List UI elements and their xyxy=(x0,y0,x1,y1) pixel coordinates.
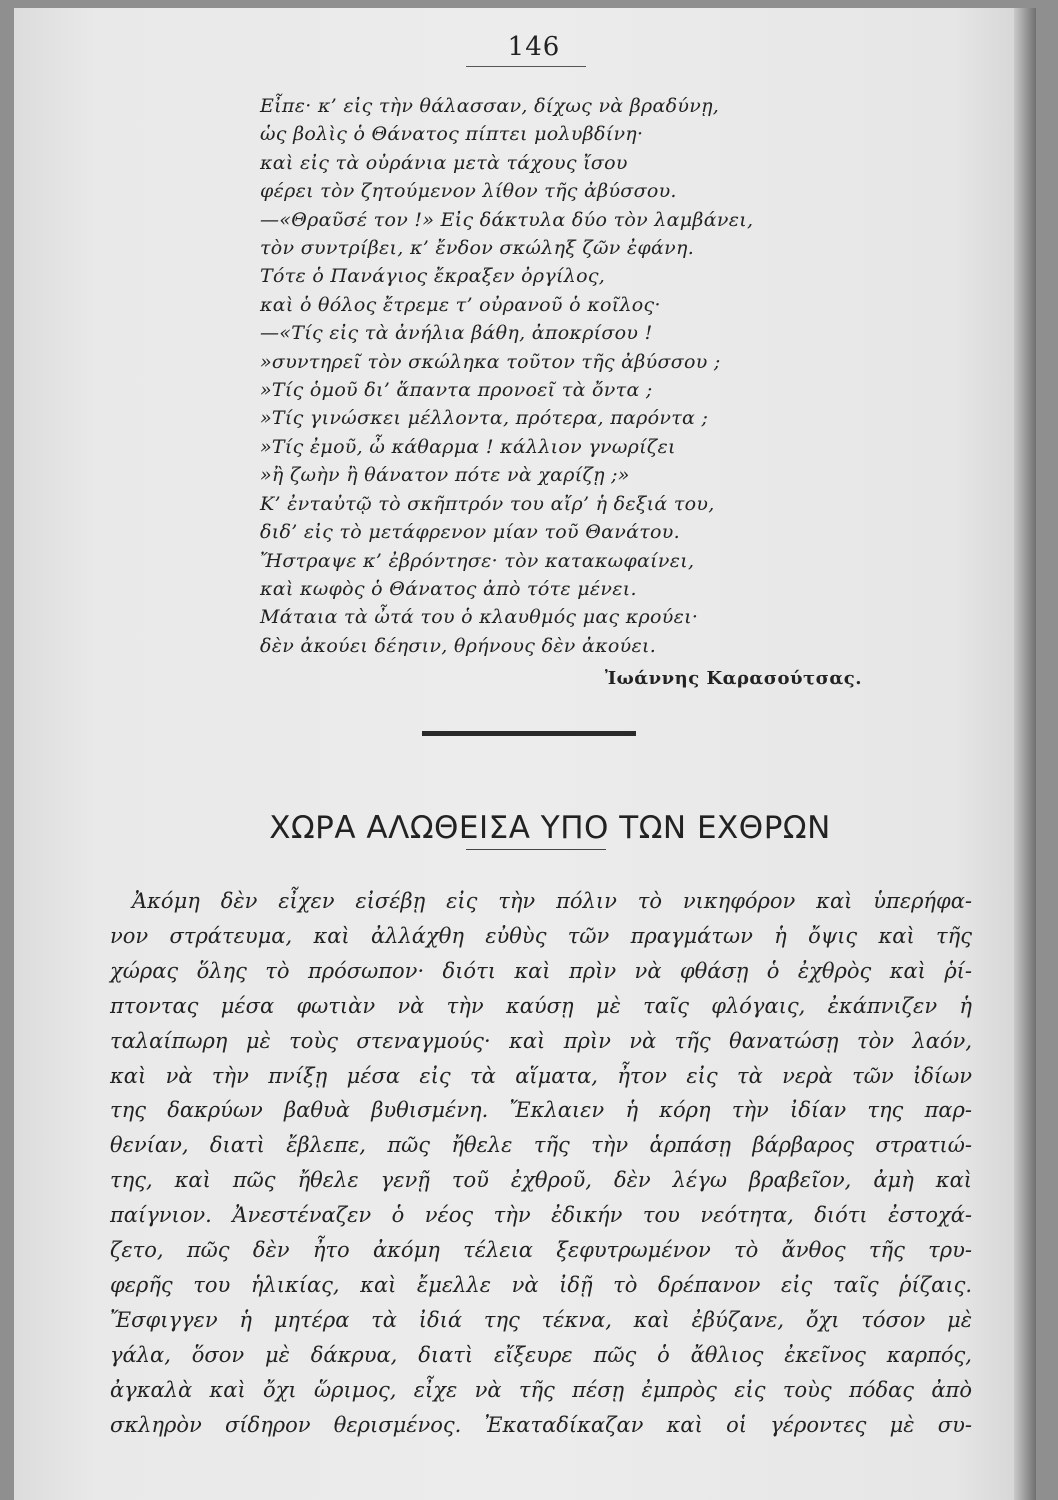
section-title: ΧΩΡΑ ΑΛΩΘΕΙΣΑ ΥΠΟ ΤΩΝ ΕΧΘΡΩΝ xyxy=(269,809,831,846)
prose-line: νον στράτευμα, καὶ ἀλλάχθη εὐθὺς τῶν πραγμάτων ἡ ὄψις καὶ τῆς xyxy=(110,923,972,948)
section-divider-thick xyxy=(422,731,636,736)
poem-line: Εἶπε· κ’ εἰς τὴν θάλασσαν, δίχως νὰ βραδύνῃ, xyxy=(260,95,720,117)
prose-line: ἀγκαλὰ καὶ ὄχι ὥριμος, εἶχε νὰ τῆς πέσῃ ἐμπρὸς εἰς τοὺς πόδας ἀπὸ xyxy=(110,1377,972,1402)
prose-paragraph xyxy=(110,884,972,1443)
prose-line: γάλα, ὅσον μὲ δάκρυα, διατὶ εἴξευρε πῶς ὁ ἄθλιος ἐκεῖνος καρπός, xyxy=(110,1342,972,1367)
poem-line: καὶ εἰς τὰ οὐράνια μετὰ τάχους ἴσου xyxy=(260,151,628,174)
poem-line: διδ’ εἰς τὸ μετάφρενον μίαν τοῦ Θανάτου. xyxy=(260,521,680,544)
prose-line: φερῆς του ἡλικίας, καὶ ἔμελλε νὰ ἰδῇ τὸ δρέπανον εἰς ταῖς ῥίζαις. xyxy=(110,1272,972,1297)
poem-line: »Τίς ὁμοῦ δι’ ἅπαντα προνοεῖ τὰ ὄντα ; xyxy=(260,379,653,402)
poem-line: »Τίς ἐμοῦ, ὦ κάθαρμα ! κάλλιον γνωρίζει xyxy=(260,435,676,458)
poem-line: τὸν συντρίβει, κ’ ἔνδον σκώληξ ζῶν ἐφάνη. xyxy=(260,237,695,260)
poem-line: καὶ κωφὸς ὁ Θάνατος ἀπὸ τότε μένει. xyxy=(260,577,637,600)
poem-line: Κ’ ἐνταὐτῷ τὸ σκῆπτρόν του αἴρ’ ἡ δεξιά του, xyxy=(260,492,715,515)
prose-line: παίγνιον. Ἀνεστέναζεν ὁ νέος τὴν ἐδικήν του νεότητα, διότι ἐστοχά- xyxy=(110,1203,972,1228)
prose-line: καὶ νὰ τὴν πνίξῃ μέσα εἰς τὰ αἵματα, ἦτον εἰς τὰ νερὰ τῶν ἰδίων xyxy=(110,1063,972,1088)
poem-line: ὡς βολὶς ὁ Θάνατος πίπτει μολυβδίνη· xyxy=(260,123,644,146)
prose-line: ζετο, πῶς δὲν ἦτο ἀκόμη τέλεια ξεφυτρωμένον τὸ ἄνθος τῆς τρυ- xyxy=(110,1238,972,1263)
poem-line: καὶ ὁ θόλος ἔτρεμε τ’ οὐρανοῦ ὁ κοῖλος· xyxy=(260,293,661,316)
poem xyxy=(260,92,820,660)
poem-author-signature: Ἰωάννης Καρασούτσας. xyxy=(604,668,862,689)
prose-line: χώρας ὅλης τὸ πρόσωπον· διότι καὶ πρὶν νὰ φθάσῃ ὁ ἐχθρὸς καὶ ῥί- xyxy=(110,958,972,983)
prose-line: Ἀκόμη δὲν εἶχεν εἰσέβῃ εἰς τὴν πόλιν τὸ νικηφόρον καὶ ὑπερήφα- xyxy=(132,889,972,913)
prose-line: σκληρὸν σίδηρον θερισμένος. Ἐκαταδίκαζαν καὶ οἱ γέροντες μὲ συ- xyxy=(110,1412,972,1437)
book-spine-shadow xyxy=(1014,8,1036,1500)
section-divider-thin xyxy=(466,849,606,850)
prose-line: ταλαίπωρη μὲ τοὺς στεναγμούς· καὶ πρὶν νὰ τῆς θανατώσῃ τὸν λαόν, xyxy=(110,1028,972,1053)
prose-line: της δακρύων βαθυὰ βυθισμένη. Ἔκλαιεν ἡ κόρη τὴν ἰδίαν της παρ- xyxy=(110,1098,972,1123)
poem-line: —«Θραῦσέ τον !» Εἰς δάκτυλα δύο τὸν λαμβάνει, xyxy=(260,208,754,231)
poem-line: δὲν ἀκούει δέησιν, θρήνους δὲν ἀκούει. xyxy=(260,634,657,657)
page-number: 146 xyxy=(507,32,561,62)
poem-line: —«Τίς εἰς τὰ ἀνήλια βάθη, ἀποκρίσου ! xyxy=(260,322,653,345)
prose-line: της, καὶ πῶς ἤθελε γενῇ τοῦ ἐχθροῦ, δὲν λέγω βραβεῖον, ἀμὴ καὶ xyxy=(110,1168,972,1193)
poem-line: »συντηρεῖ τὸν σκώληκα τοῦτον τῆς ἀβύσσου ; xyxy=(260,350,721,373)
poem-line: φέρει τὸν ζητούμενον λίθον τῆς ἀβύσσου. xyxy=(260,180,677,203)
book-page xyxy=(14,8,1036,1500)
poem-line: Τότε ὁ Πανάγιος ἔκραξεν ὀργίλος, xyxy=(260,265,606,288)
page-number-rule xyxy=(466,66,586,67)
poem-line: »Τίς γινώσκει μέλλοντα, πρότερα, παρόντα ; xyxy=(260,407,709,430)
prose-line: θενίαν, διατὶ ἔβλεπε, πῶς ἤθελε τῆς τὴν ἁρπάσῃ βάρβαρος στρατιώ- xyxy=(110,1133,972,1158)
prose-line: Ἔσφιγγεν ἡ μητέρα τὰ ἰδιά της τέκνα, καὶ ἐβύζανε, ὄχι τόσον μὲ xyxy=(110,1307,972,1332)
poem-line: »ἢ ζωὴν ἢ θάνατον πότε νὰ χαρίζῃ ;» xyxy=(260,464,630,487)
poem-line: Ἤστραψε κ’ ἐβρόντησε· τὸν κατακωφαίνει, xyxy=(260,549,695,572)
prose-line: πτοντας μέσα φωτιὰν νὰ τὴν καύσῃ μὲ ταῖς φλόγαις, ἐκάπνιζεν ἡ xyxy=(110,993,972,1018)
poem-line: Μάταια τὰ ὦτά του ὁ κλαυθμός μας κρούει· xyxy=(260,606,699,629)
